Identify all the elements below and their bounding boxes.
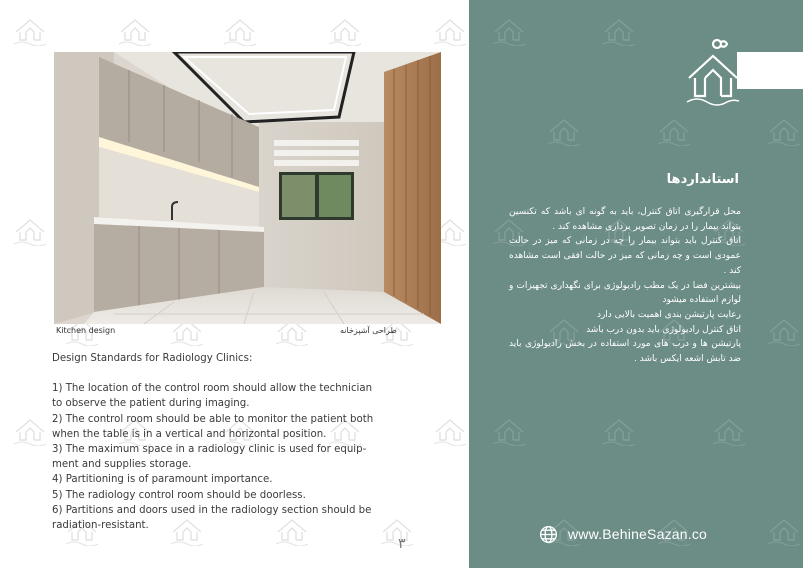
watermark-logo bbox=[10, 412, 50, 446]
english-item: 2) The control room should be able to monitor the patient both when the table is in a vertical and horizontal position. bbox=[52, 413, 374, 440]
persian-paragraph: بیشترین فضا در یک مطب رادیولوژی برای نگهداری تجهیزات و لوازم استفاده میشود bbox=[509, 280, 741, 306]
kitchen-render-image bbox=[54, 52, 441, 324]
persian-paragraph: محل قرارگیری اتاق کنترل، باید به گونه ای باشد که تکنسین بتواند بیمار را در زمان تصویر برداری مشاهده کند . bbox=[509, 207, 741, 232]
photo-caption-english: Kitchen design bbox=[56, 326, 116, 335]
persian-standards-text bbox=[509, 205, 741, 367]
watermark-logo bbox=[654, 112, 694, 146]
page-number: ۳ bbox=[398, 536, 406, 552]
white-tab-marker bbox=[737, 52, 803, 89]
persian-paragraph: پارتیشن ها و درب های مورد استفاده در بخش رادیولوژی باید ضد تابش اشعه ایکس باشد . bbox=[509, 339, 741, 365]
watermark-logo bbox=[430, 12, 469, 46]
watermark-logo bbox=[325, 12, 365, 46]
globe-icon bbox=[539, 525, 558, 544]
watermark-logo bbox=[709, 412, 749, 446]
english-standards-text bbox=[52, 351, 377, 533]
persian-paragraph: اتاق کنترل رادیولوژی باید بدون درب باشد bbox=[586, 324, 741, 335]
english-title: Design Standards for Radiology Clinics: bbox=[52, 353, 253, 364]
watermark-logo bbox=[764, 112, 803, 146]
photo-caption-persian: طراحی آشپزخانه bbox=[340, 326, 397, 335]
watermark-logo bbox=[10, 12, 50, 46]
english-item: 1) The location of the control room should allow the technician to observe the patient during imaging. bbox=[52, 383, 373, 410]
website-footer[interactable] bbox=[539, 524, 707, 544]
watermark-logo bbox=[377, 512, 417, 546]
english-item: 5) The radiology control room should be doorless. bbox=[52, 489, 306, 501]
watermark-logo bbox=[10, 212, 50, 246]
watermark-logo bbox=[430, 412, 469, 446]
watermark-logo bbox=[764, 312, 803, 346]
watermark-logo bbox=[544, 112, 584, 146]
watermark-logo bbox=[764, 512, 803, 546]
persian-title: استانداردها bbox=[666, 172, 739, 187]
english-item: 3) The maximum space in a radiology clinic is used for equip-ment and supplies storage. bbox=[52, 444, 367, 471]
house-logo-icon bbox=[683, 36, 743, 106]
watermark-logo bbox=[489, 412, 529, 446]
watermark-logo bbox=[599, 12, 639, 46]
watermark-logo bbox=[115, 12, 155, 46]
persian-paragraph: اتاق کنترل باید بتواند بیمار را چه در زمانی که میز در حالت عمودی است و چه زمانی که میز در حالت افقی است مشاهده کند . bbox=[509, 236, 741, 276]
persian-paragraph: رعایت پارتیشن بندی اهمیت بالایی دارد bbox=[596, 309, 741, 320]
english-item: 4) Partitioning is of paramount importance. bbox=[52, 474, 273, 486]
teal-side-panel bbox=[469, 0, 803, 568]
watermark-logo bbox=[599, 412, 639, 446]
watermark-logo bbox=[220, 12, 260, 46]
english-item: 6) Partitions and doors used in the radiology section should be radiation-resistant. bbox=[52, 504, 372, 532]
website-link[interactable]: www.BehineSazan.co bbox=[568, 526, 708, 542]
watermark-logo bbox=[489, 12, 529, 46]
